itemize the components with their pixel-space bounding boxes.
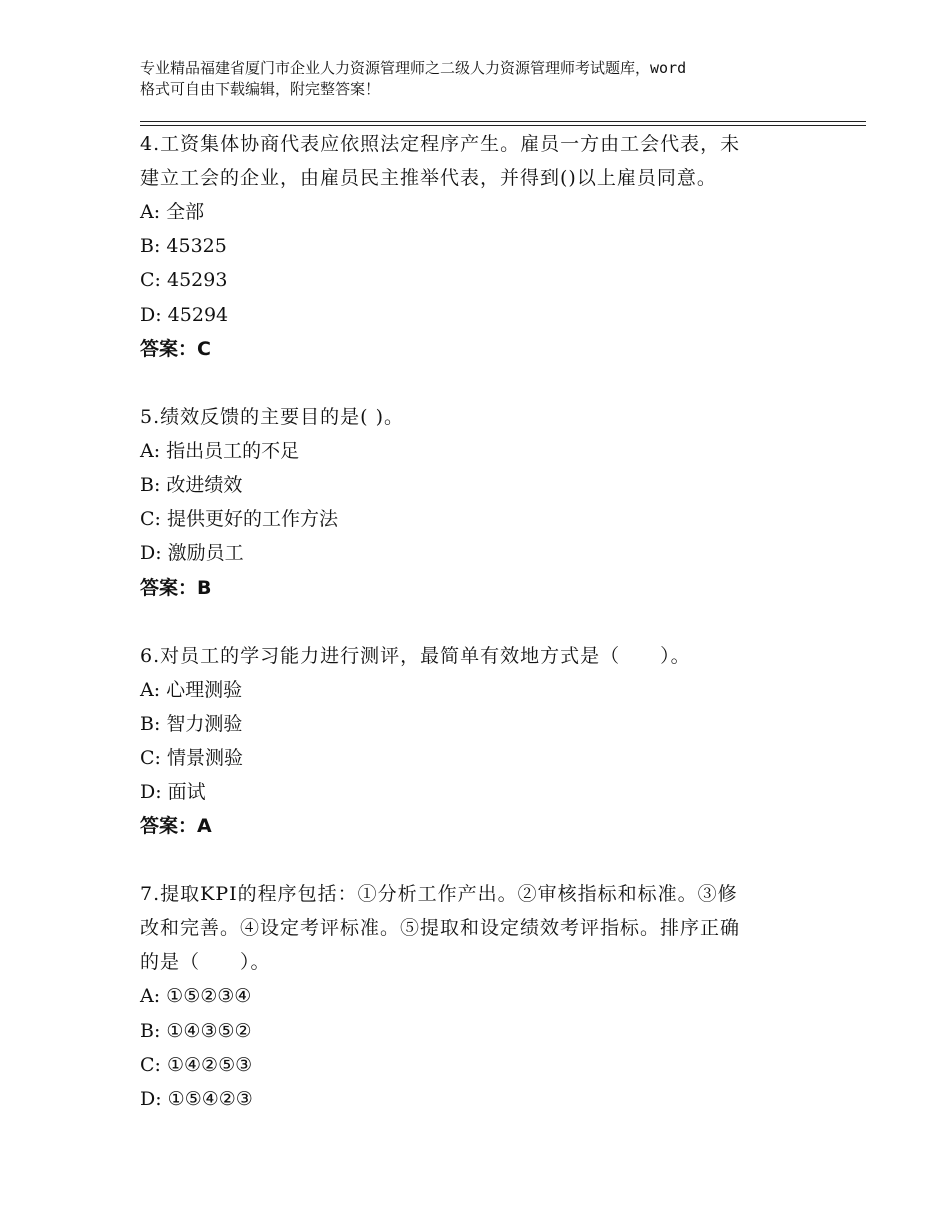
option-d: D: 面试 [140,781,206,804]
option-d: D: 激励员工 [140,542,244,565]
question-text [140,400,840,434]
option-c: C: 情景测验 [140,747,243,770]
question-text [140,877,840,979]
question-text [140,127,840,195]
question-4 [140,127,840,366]
option-b: B: ①④③⑤② [140,1019,252,1042]
answer-label: 答案：C [140,337,211,360]
option-a: A: ①⑤②③④ [140,985,252,1008]
question-line: 的是（ ）。 [140,951,271,974]
question-6 [140,639,840,844]
question-text [140,639,840,673]
option-a: A: 指出员工的不足 [140,439,300,462]
question-line: 4.工资集体协商代表应依照法定程序产生。雇员一方由工会代表，未 [140,133,741,155]
question-7 [140,877,840,1116]
option-c: C: 提供更好的工作方法 [140,508,338,531]
question-line: 7.提取KPI的程序包括：①分析工作产出。②审核指标和标准。③修 [140,883,738,906]
option-a: A: 全部 [140,201,205,223]
option-a: A: 心理测验 [140,678,243,701]
document-header [140,58,840,100]
option-c: C: 45293 [140,269,228,292]
option-d: D: 45294 [140,303,229,326]
option-c: C: ①④②⑤③ [140,1053,253,1076]
header-line-2: 格式可自由下载编辑，附完整答案！ [140,80,381,98]
question-line: 改和完善。④设定考评标准。⑤提取和设定绩效考评指标。排序正确 [140,917,741,940]
option-b: B: 45325 [140,235,227,258]
answer-label: 答案：B [140,576,212,599]
option-b: B: 智力测验 [140,712,243,735]
question-5 [140,400,840,605]
option-b: B: 改进绩效 [140,474,243,497]
question-line: 6.对员工的学习能力进行测评，最简单有效地方式是（ ）。 [140,644,691,667]
question-line: 建立工会的企业，由雇员民主推举代表，并得到()以上雇员同意。 [140,167,717,189]
question-list [140,127,840,1116]
header-divider-bottom [140,125,866,126]
header-line-1: 专业精品福建省厦门市企业人力资源管理师之二级人力资源管理师考试题库，word [140,59,687,77]
question-line: 5.绩效反馈的主要目的是( )。 [140,405,404,428]
option-d: D: ①⑤④②③ [140,1088,253,1111]
answer-label: 答案：A [140,815,212,838]
header-divider-top [140,121,866,122]
